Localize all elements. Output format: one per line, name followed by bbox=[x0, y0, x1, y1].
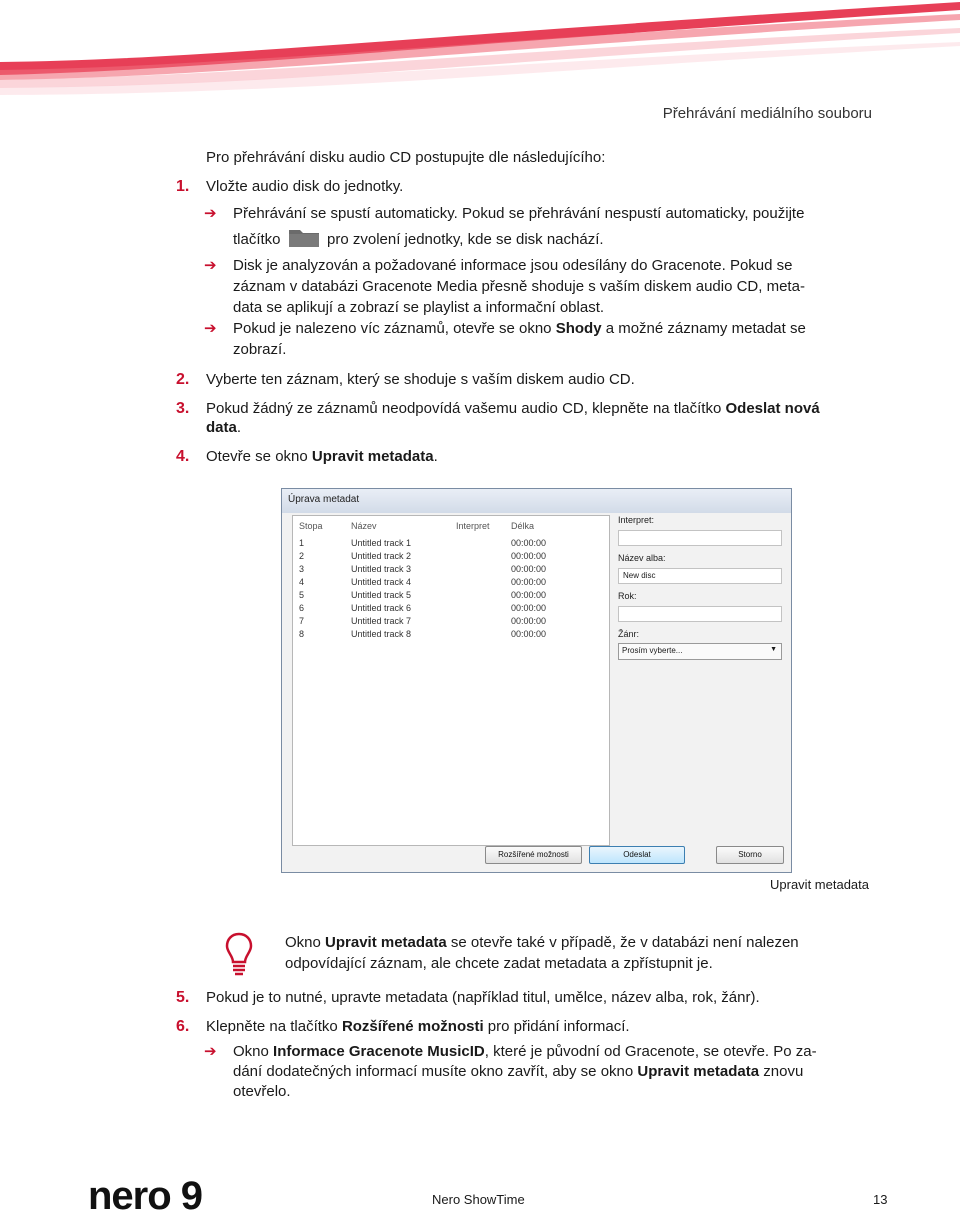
artist-input[interactable] bbox=[618, 530, 782, 546]
tip-line2: odpovídající záznam, ale chcete zadat metadata a zpřístupnit je. bbox=[285, 955, 713, 972]
col-artist[interactable]: Interpret bbox=[456, 521, 490, 531]
note-autoplay-line2a: tlačítko bbox=[233, 231, 281, 248]
step-4-text: Otevře se okno Upravit metadata. bbox=[206, 448, 438, 465]
album-label: Název alba: bbox=[618, 553, 666, 563]
section-header: Přehrávání mediálního souboru bbox=[662, 105, 872, 122]
dialog-titlebar bbox=[282, 489, 791, 513]
year-input[interactable] bbox=[618, 606, 782, 622]
note-matches-line1: Pokud je nalezeno víc záznamů, otevře se okno Shody a možné záznamy metadat se bbox=[233, 320, 806, 337]
edit-metadata-dialog bbox=[281, 488, 792, 873]
page-number: 13 bbox=[873, 1192, 888, 1207]
year-label: Rok: bbox=[618, 591, 637, 601]
step-2-number: 2. bbox=[176, 371, 190, 388]
note-matches-line2: zobrazí. bbox=[233, 341, 287, 358]
step-1-text: Vložte audio disk do jednotky. bbox=[206, 178, 404, 195]
table-row[interactable]: 5 Untitled track 5 00:00:00 bbox=[299, 590, 547, 600]
step-6-text: Klepněte na tlačítko Rozšířené možnosti pro přidání informací. bbox=[206, 1018, 630, 1035]
dialog-title: Úprava metadat bbox=[288, 494, 360, 505]
cancel-button[interactable]: Storno bbox=[716, 846, 784, 864]
table-row[interactable]: 6 Untitled track 6 00:00:00 bbox=[299, 603, 547, 613]
step-4-number: 4. bbox=[176, 448, 190, 465]
chevron-down-icon: ▼ bbox=[770, 646, 777, 653]
figure-caption: Upravit metadata bbox=[770, 877, 869, 892]
step-5-number: 5. bbox=[176, 989, 190, 1006]
note-autoplay-line2b: pro zvolení jednotky, kde se disk nachází. bbox=[327, 231, 604, 248]
table-row[interactable]: 1 Untitled track 1 00:00:00 bbox=[299, 538, 547, 548]
table-row[interactable]: 4 Untitled track 4 00:00:00 bbox=[299, 577, 547, 587]
footer-product-name: Nero ShowTime bbox=[432, 1192, 525, 1207]
track-list[interactable] bbox=[292, 515, 610, 846]
arrow-icon: ➔ bbox=[204, 1043, 217, 1060]
step-3-number: 3. bbox=[176, 400, 190, 417]
artist-label: Interpret: bbox=[618, 515, 655, 525]
arrow-icon: ➔ bbox=[204, 320, 217, 337]
table-row[interactable]: 7 Untitled track 7 00:00:00 bbox=[299, 616, 547, 626]
col-length[interactable]: Délka bbox=[511, 521, 535, 531]
step-3-line1: Pokud žádný ze záznamů neodpovídá vašemu audio CD, klepněte na tlačítko Odeslat nová bbox=[206, 400, 820, 417]
intro-text: Pro přehrávání disku audio CD postupujte dle následujícího: bbox=[206, 149, 606, 166]
send-button[interactable]: Odeslat bbox=[589, 846, 685, 864]
drive-folder-icon bbox=[288, 226, 320, 248]
note-analysis-line1: Disk je analyzován a požadované informace jsou odesílány do Gracenote. Pokud se bbox=[233, 257, 793, 274]
note-musicid-line3: otevřelo. bbox=[233, 1083, 291, 1100]
album-input[interactable]: New disc bbox=[618, 568, 782, 584]
tip-line1: Okno Upravit metadata se otevře také v případě, že v databázi není nalezen bbox=[285, 934, 799, 951]
step-6-number: 6. bbox=[176, 1018, 190, 1035]
note-musicid-line1: Okno Informace Gracenote MusicID, které je původní od Gracenote, se otevře. Po za- bbox=[233, 1043, 817, 1060]
lightbulb-icon bbox=[224, 931, 254, 981]
col-track[interactable]: Stopa bbox=[299, 521, 323, 531]
arrow-icon: ➔ bbox=[204, 205, 217, 222]
genre-select[interactable]: Prosím vyberte... ▼ bbox=[618, 643, 782, 660]
advanced-options-button[interactable]: Rozšířené možnosti bbox=[485, 846, 582, 864]
step-2-text: Vyberte ten záznam, který se shoduje s vaším diskem audio CD. bbox=[206, 371, 635, 388]
note-musicid-line2: dání dodatečných informací musíte okno zavřít, aby se okno Upravit metadata znovu bbox=[233, 1063, 804, 1080]
col-name[interactable]: Název bbox=[351, 521, 377, 531]
note-autoplay-line1: Přehrávání se spustí automaticky. Pokud se přehrávání nespustí automaticky, použijte bbox=[233, 205, 805, 222]
arrow-icon: ➔ bbox=[204, 257, 217, 274]
note-analysis-line3: data se aplikují a zobrazí se playlist a informační oblast. bbox=[233, 299, 605, 316]
table-row[interactable]: 2 Untitled track 2 00:00:00 bbox=[299, 551, 547, 561]
nero-logo: nero 9 bbox=[88, 1174, 203, 1218]
step-1-number: 1. bbox=[176, 178, 190, 195]
table-row[interactable]: 3 Untitled track 3 00:00:00 bbox=[299, 564, 547, 574]
step-5-text: Pokud je to nutné, upravte metadata (například titul, umělce, název alba, rok, žánr). bbox=[206, 989, 760, 1006]
genre-label: Žánr: bbox=[618, 629, 640, 639]
step-3-line2: data. bbox=[206, 419, 242, 436]
table-row[interactable]: 8 Untitled track 8 00:00:00 bbox=[299, 629, 547, 639]
header-swoosh-decoration bbox=[0, 0, 960, 100]
note-analysis-line2: záznam v databázi Gracenote Media přesně shoduje s vaším diskem audio CD, meta- bbox=[233, 278, 805, 295]
